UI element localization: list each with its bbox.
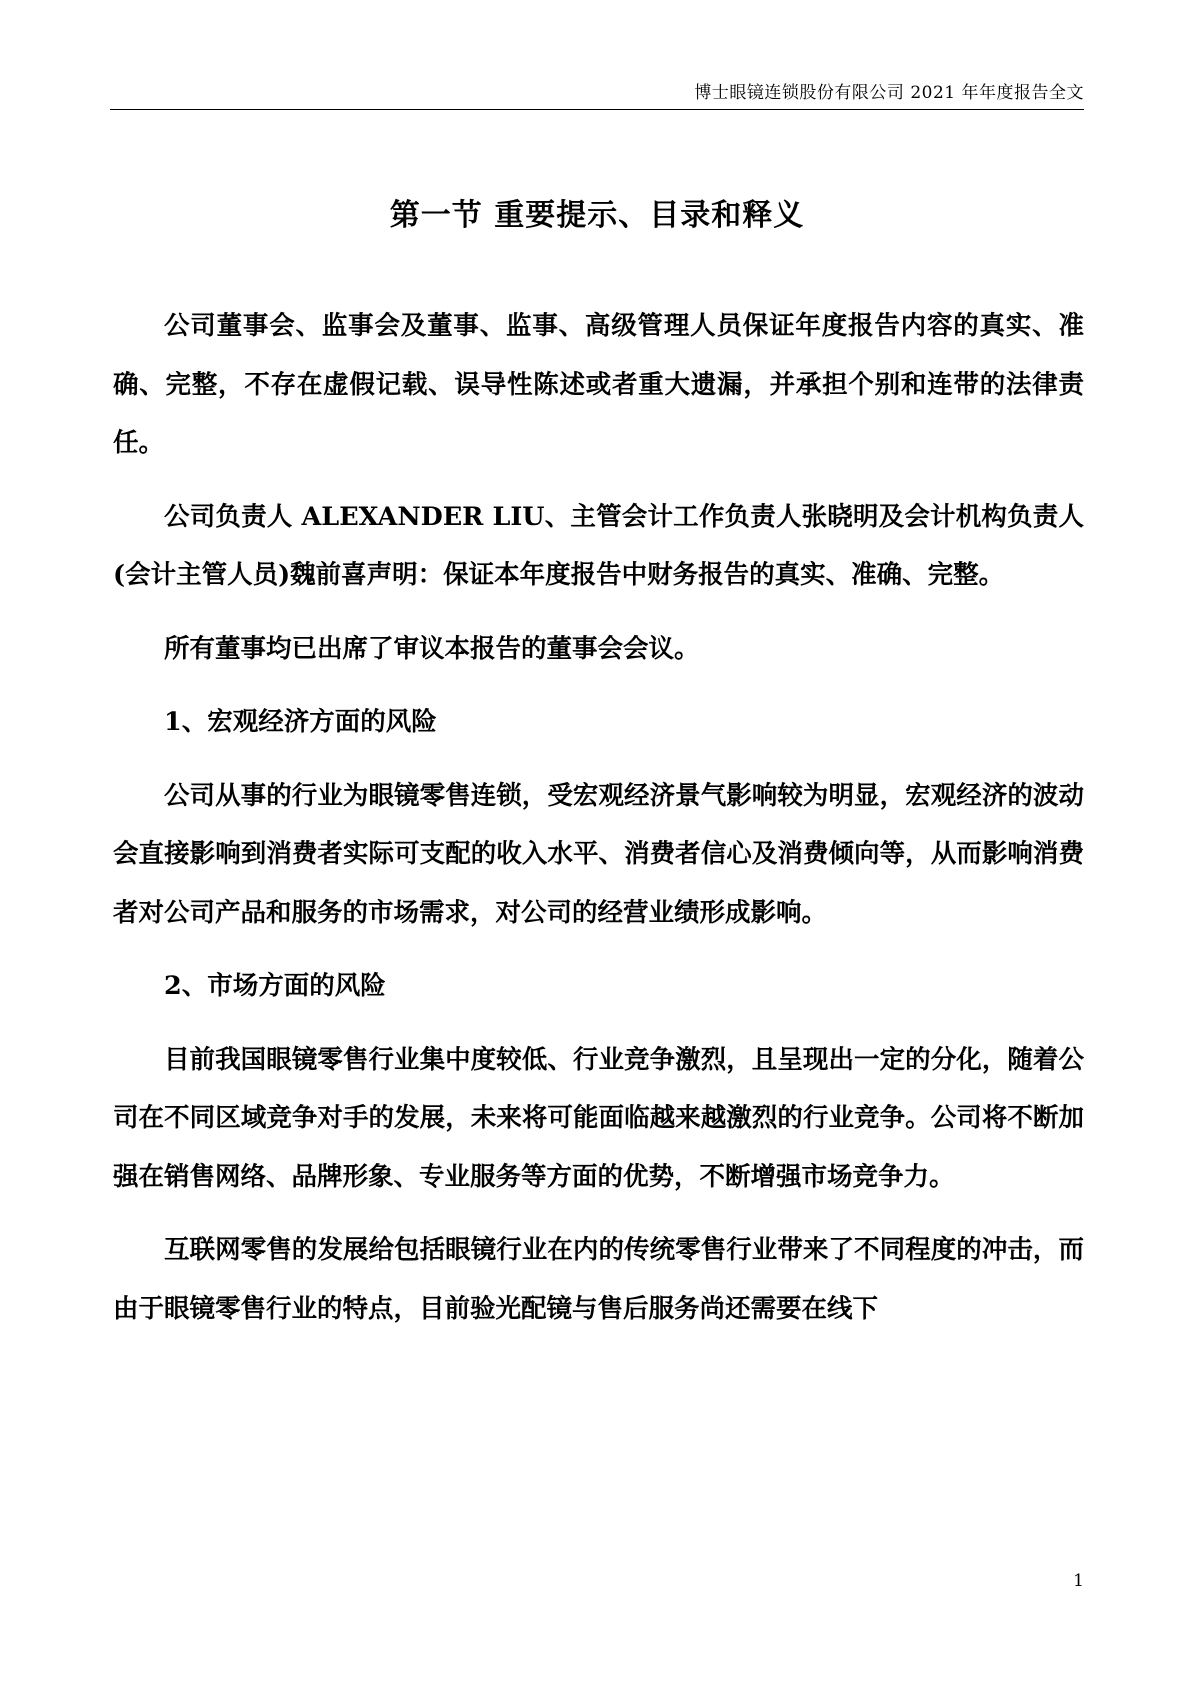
paragraph-board-attendance: 所有董事均已出席了审议本报告的董事会会议。 (164, 633, 700, 664)
paragraph-internet-retail: 互联网零售的发展给包括眼镜行业在内的传统零售行业带来了不同程度的冲击，而由于眼镜零售行业的特点，目前验光配镜与售后服务尚还需要在线下 (113, 1235, 1084, 1324)
paragraph-responsibility-statement: 公司董事会、监事会及董事、监事、高级管理人员保证年度报告内容的真实、准确、完整，不存在虚假记载、误导性陈述或者重大遗漏，并承担个别和连带的法律责任。 (113, 311, 1084, 458)
heading-market-risk: 2、市场方面的风险 (164, 971, 386, 1001)
page-number: 1 (1073, 1571, 1084, 1591)
paragraph-market-competition: 目前我国眼镜零售行业集中度较低、行业竞争激烈，且呈现出一定的分化，随着公司在不同区域竞争对手的发展，未来将可能面临越来越激烈的行业竞争。公司将不断加强在销售网络、品牌形象、专业服务等方面的优势，不断增强市场竞争力。 (113, 1044, 1084, 1192)
section-title: 第一节 重要提示、目录和释义 (389, 198, 805, 233)
paragraph-responsible-persons-declaration: 公司负责人 ALEXANDER LIU、主管会计工作负责人张晓明及会计机构负责人(会计主管人员)魏前喜声明：保证本年度报告中财务报告的真实、准确、完整。 (113, 501, 1084, 590)
report-header-title: 博士眼镜连锁股份有限公司 2021 年年度报告全文 (694, 83, 1084, 103)
paragraph-macroeconomic-risk: 公司从事的行业为眼镜零售连锁，受宏观经济景气影响较为明显，宏观经济的波动会直接影响到消费者实际可支配的收入水平、消费者信心及消费倾向等，从而影响消费者对公司产品和服务的市场需求，对公司的经营业绩形成影响。 (113, 780, 1084, 928)
header-divider (110, 109, 1084, 110)
heading-macroeconomic-risk: 1、宏观经济方面的风险 (164, 707, 437, 737)
document-body (113, 297, 1084, 1353)
